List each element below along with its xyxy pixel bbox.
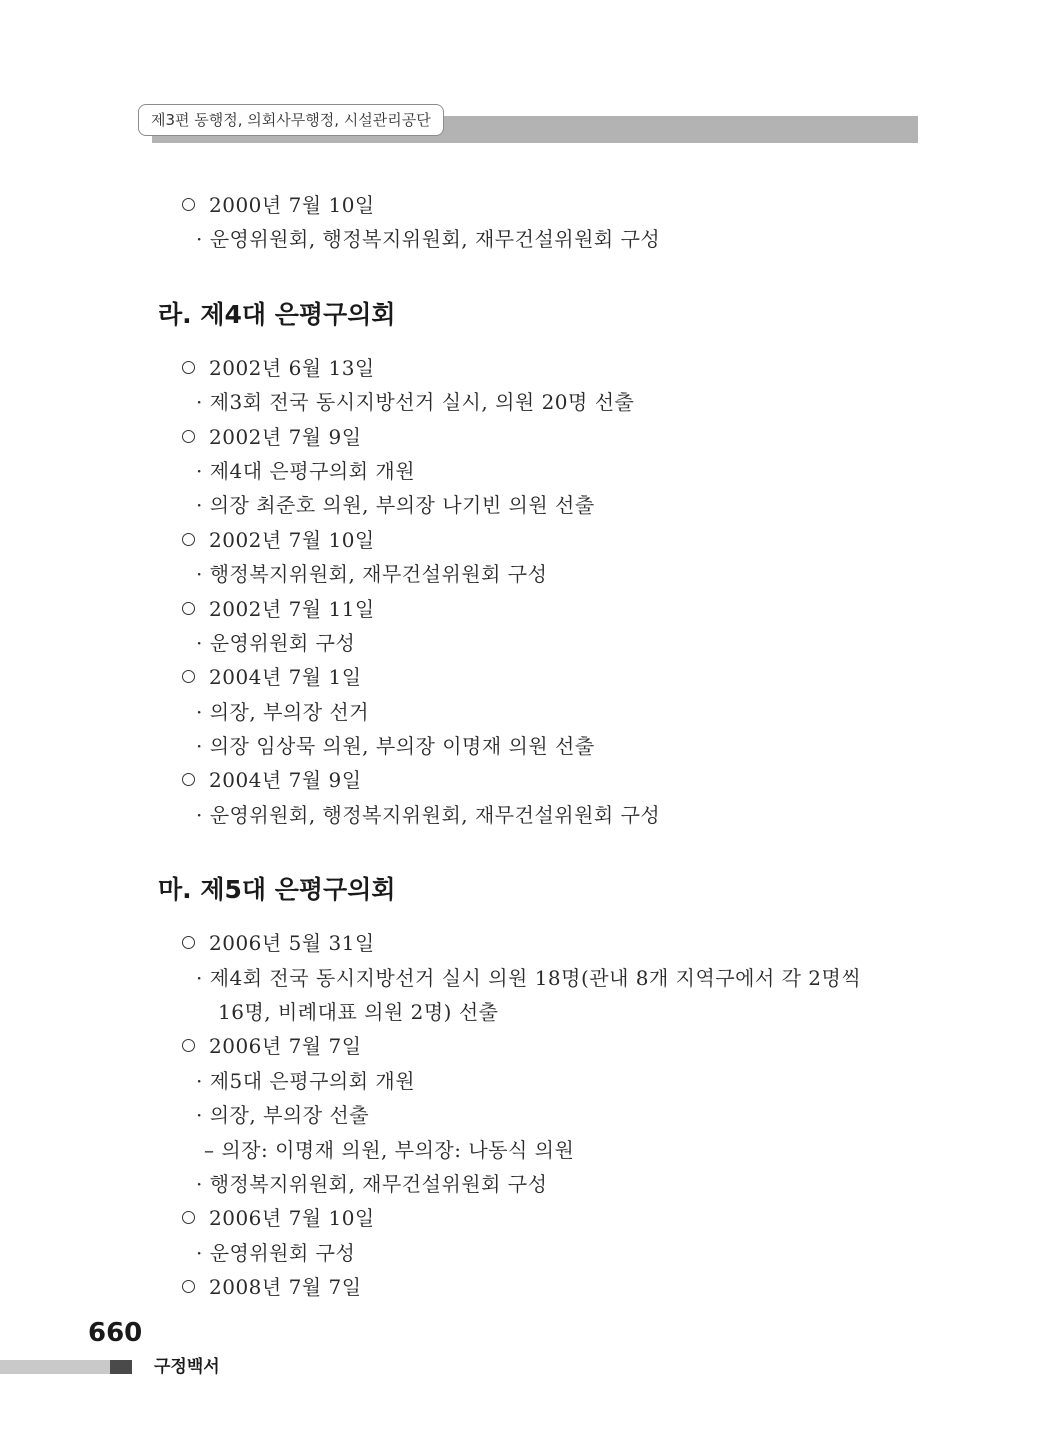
circle-bullet-icon	[182, 1039, 195, 1052]
section-title-4th-council: 라. 제4대 은평구의회	[158, 299, 396, 329]
book-title: 구정백서	[154, 1357, 220, 1377]
footer-bar	[0, 1360, 110, 1374]
entry-item: · 의장, 부의장 선출	[196, 1103, 370, 1128]
entry-date: 2006년 7월 10일	[158, 1201, 928, 1235]
intro-entries	[158, 188, 928, 257]
chapter-tab: 제3편 동행정, 의회사무행정, 시설관리공단	[138, 104, 444, 136]
entry-item: · 운영위원회 구성	[196, 630, 356, 655]
entry-item: · 의장 최준호 의원, 부의장 나기빈 의원 선출	[196, 493, 595, 518]
entry-item: · 운영위원회, 행정복지위원회, 재무건설위원회 구성	[196, 802, 661, 827]
circle-bullet-icon	[182, 1211, 195, 1224]
entry-date: 2002년 7월 10일	[158, 523, 928, 557]
page-content	[158, 188, 928, 1305]
circle-bullet-icon	[182, 602, 195, 615]
entry-sub-item: – 의장: 이명재 의원, 부의장: 나동식 의원	[204, 1137, 575, 1162]
circle-bullet-icon	[182, 198, 195, 211]
circle-bullet-icon	[182, 773, 195, 786]
entry-item: · 의장, 부의장 선거	[196, 699, 370, 724]
circle-bullet-icon	[182, 430, 195, 443]
entry-item: · 행정복지위원회, 재무건설위원회 구성	[196, 562, 548, 587]
entry-date: 2002년 7월 9일	[158, 420, 928, 454]
entry-date: 2000년 7월 10일	[158, 188, 928, 222]
circle-bullet-icon	[182, 670, 195, 683]
section-title-5th-council: 마. 제5대 은평구의회	[158, 875, 396, 905]
entry-date: 2008년 7월 7일	[158, 1270, 928, 1304]
page-header	[138, 104, 918, 144]
entry-item: · 제3회 전국 동시지방선거 실시, 의원 20명 선출	[196, 390, 635, 415]
section-5-entries	[158, 926, 928, 1304]
entry-date: 2004년 7월 1일	[158, 660, 928, 694]
entry-item: · 운영위원회, 행정복지위원회, 재무건설위원회 구성	[196, 227, 661, 252]
page-number: 660	[88, 1318, 143, 1348]
entry-item-continuation: 16명, 비례대표 의원 2명) 선출	[218, 1000, 499, 1025]
circle-bullet-icon	[182, 361, 195, 374]
entry-item: · 제5대 은평구의회 개원	[196, 1068, 416, 1093]
entry-item: · 의장 임상묵 의원, 부의장 이명재 의원 선출	[196, 734, 595, 759]
entry-date: 2006년 7월 7일	[158, 1029, 928, 1063]
entry-item: · 제4회 전국 동시지방선거 실시 의원 18명(관내 8개 지역구에서 각 2명씩	[196, 965, 862, 990]
entry-item: · 행정복지위원회, 재무건설위원회 구성	[196, 1171, 548, 1196]
circle-bullet-icon	[182, 1280, 195, 1293]
entry-item: · 운영위원회 구성	[196, 1240, 356, 1265]
entry-date: 2004년 7월 9일	[158, 763, 928, 797]
entry-date: 2006년 5월 31일	[158, 926, 928, 960]
circle-bullet-icon	[182, 533, 195, 546]
section-4-entries	[158, 351, 928, 832]
circle-bullet-icon	[182, 936, 195, 949]
entry-date: 2002년 7월 11일	[158, 592, 928, 626]
entry-date: 2002년 6월 13일	[158, 351, 928, 385]
entry-item: · 제4대 은평구의회 개원	[196, 458, 416, 483]
footer-block	[110, 1360, 132, 1374]
